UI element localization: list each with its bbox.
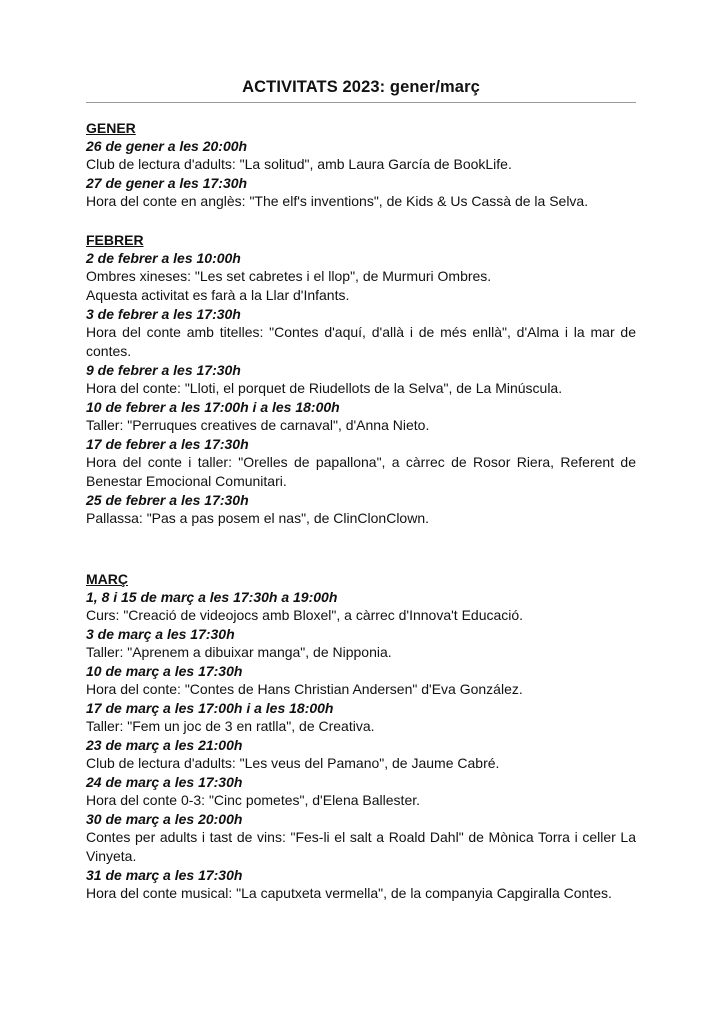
event-item bbox=[86, 662, 636, 699]
event-description: Hora del conte musical: "La caputxeta vermella", de la companyia Capgiralla Contes. bbox=[86, 885, 612, 901]
event-date: 24 de març a les 17:30h bbox=[86, 774, 243, 790]
event-date: 25 de febrer a les 17:30h bbox=[86, 492, 249, 508]
event-date: 17 de febrer a les 17:30h bbox=[86, 436, 249, 452]
month-heading: MARÇ bbox=[86, 571, 128, 587]
event-date: 3 de febrer a les 17:30h bbox=[86, 306, 241, 322]
event-note: Aquesta activitat es farà a la Llar d'Infants. bbox=[86, 287, 350, 303]
event-description: Hora del conte amb titelles: "Contes d'aquí, d'allà i de més enllà", d'Alma i la mar de contes. bbox=[86, 324, 636, 359]
section-marc bbox=[86, 570, 636, 903]
section-gener bbox=[86, 119, 636, 211]
event-date: 17 de març a les 17:00h i a les 18:00h bbox=[86, 700, 334, 716]
event-item bbox=[86, 174, 636, 211]
event-date: 27 de gener a les 17:30h bbox=[86, 175, 248, 191]
event-item bbox=[86, 398, 636, 435]
event-description: Curs: "Creació de videojocs amb Bloxel", a càrrec d'Innova't Educació. bbox=[86, 607, 524, 623]
event-date: 31 de març a les 17:30h bbox=[86, 867, 243, 883]
event-item bbox=[86, 699, 636, 736]
month-heading: FEBRER bbox=[86, 232, 144, 248]
event-item bbox=[86, 736, 636, 773]
event-item bbox=[86, 435, 636, 491]
event-description: Hora del conte en anglès: "The elf's inventions", de Kids & Us Cassà de la Selva. bbox=[86, 193, 589, 209]
event-description: Taller: "Perruques creatives de carnaval", d'Anna Nieto. bbox=[86, 417, 430, 433]
event-item bbox=[86, 361, 636, 398]
event-description: Hora del conte: "Lloti, el porquet de Riudellots de la Selva", de La Minúscula. bbox=[86, 380, 563, 396]
event-description: Hora del conte i taller: "Orelles de papallona", a càrrec de Rosor Riera, Referent de Benestar Emocional Comunitari. bbox=[86, 454, 636, 489]
document-page bbox=[86, 78, 636, 901]
event-item bbox=[86, 249, 636, 305]
section-febrer bbox=[86, 231, 636, 528]
event-description: Taller: "Fem un joc de 3 en ratlla", de Creativa. bbox=[86, 718, 375, 734]
event-description: Club de lectura d'adults: "Les veus del Pamano", de Jaume Cabré. bbox=[86, 755, 500, 771]
event-item bbox=[86, 491, 636, 528]
event-description: Taller: "Aprenem a dibuixar manga", de Nipponia. bbox=[86, 644, 392, 660]
event-date: 3 de març a les 17:30h bbox=[86, 626, 235, 642]
event-description: Club de lectura d'adults: "La solitud", amb Laura García de BookLife. bbox=[86, 156, 512, 172]
event-description: Contes per adults i tast de vins: "Fes-li el salt a Roald Dahl" de Mònica Torra i celler La Vinyeta. bbox=[86, 829, 636, 864]
event-description: Hora del conte: "Contes de Hans Christian Andersen" d'Eva González. bbox=[86, 681, 523, 697]
event-date: 10 de febrer a les 17:00h i a les 18:00h bbox=[86, 399, 340, 415]
month-heading: GENER bbox=[86, 120, 136, 136]
event-date: 9 de febrer a les 17:30h bbox=[86, 362, 241, 378]
event-item bbox=[86, 588, 636, 625]
event-item bbox=[86, 866, 636, 903]
event-description: Hora del conte 0-3: "Cinc pometes", d'Elena Ballester. bbox=[86, 792, 421, 808]
event-date: 23 de març a les 21:00h bbox=[86, 737, 243, 753]
event-description: Ombres xineses: "Les set cabretes i el llop", de Murmuri Ombres. bbox=[86, 268, 492, 284]
event-date: 10 de març a les 17:30h bbox=[86, 663, 243, 679]
event-item bbox=[86, 810, 636, 866]
event-item bbox=[86, 625, 636, 662]
event-item bbox=[86, 305, 636, 361]
event-date: 30 de març a les 20:00h bbox=[86, 811, 243, 827]
event-description: Pallassa: "Pas a pas posem el nas", de ClinClonClown. bbox=[86, 510, 429, 526]
event-date: 2 de febrer a les 10:00h bbox=[86, 250, 241, 266]
event-date: 26 de gener a les 20:00h bbox=[86, 138, 248, 154]
document-title: ACTIVITATS 2023: gener/març bbox=[86, 78, 636, 103]
event-item bbox=[86, 773, 636, 810]
event-date: 1, 8 i 15 de març a les 17:30h a 19:00h bbox=[86, 589, 338, 605]
event-item bbox=[86, 137, 636, 174]
